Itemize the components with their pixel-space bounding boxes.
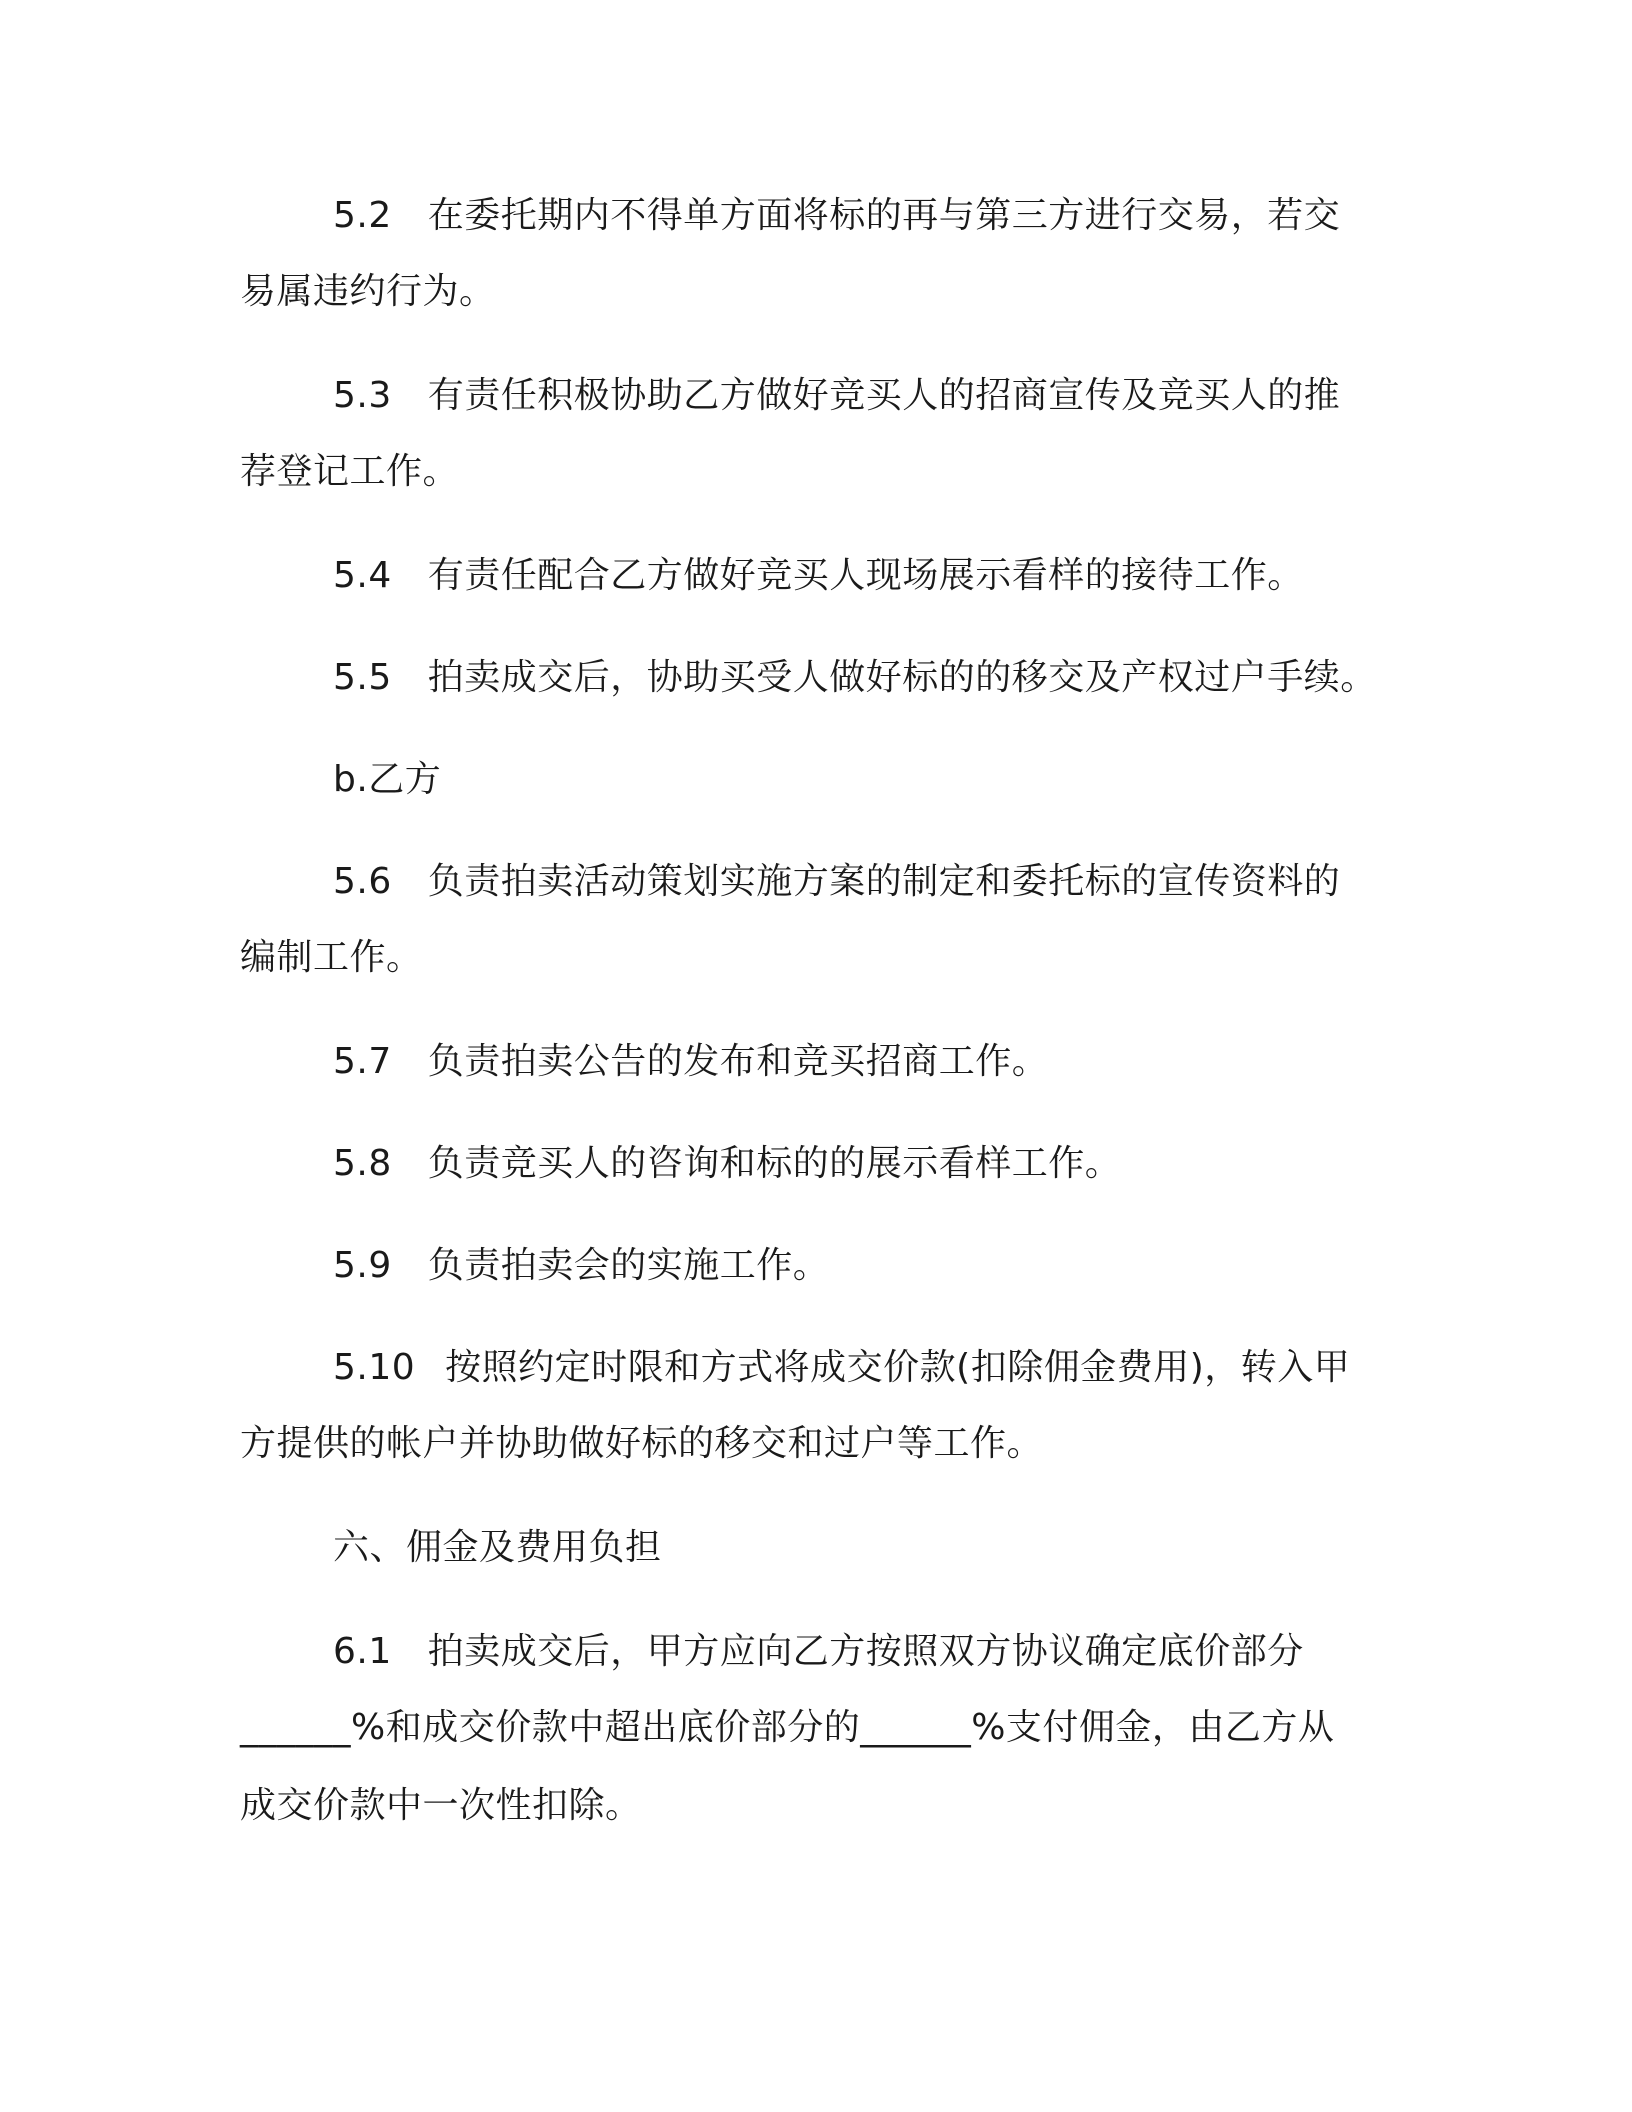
clause-number: 5.8	[333, 1143, 392, 1184]
clause-text: 按照约定时限和方式将成交价款(扣除佣金费用)，转入甲	[445, 1347, 1351, 1388]
clause-5-10-line-2: 方提供的帐户并协助做好标的移交和过户等工作。	[240, 1423, 1044, 1464]
clause-number: 5.6	[333, 861, 392, 902]
clause-text: 在委托期内不得单方面将标的再与第三方进行交易，若交	[427, 195, 1341, 236]
clause-text: 负责拍卖公告的发布和竞买招商工作。	[427, 1041, 1049, 1082]
clause-text: 拍卖成交后，甲方应向乙方按照双方协议确定底价部分	[427, 1631, 1304, 1672]
clause-number: 5.7	[333, 1041, 392, 1082]
clause-5-2-line-1	[333, 195, 1341, 236]
clause-5-3-line-1	[333, 375, 1341, 416]
clause-5-8	[333, 1143, 1122, 1184]
clause-5-2-line-2: 易属违约行为。	[240, 271, 496, 312]
clause-text: 有责任积极协助乙方做好竞买人的招商宣传及竞买人的推	[427, 375, 1341, 416]
clause-text: 负责竞买人的咨询和标的的展示看样工作。	[427, 1143, 1122, 1184]
clause-5-6-line-2: 编制工作。	[240, 937, 423, 978]
clause-text: 有责任配合乙方做好竞买人现场展示看样的接待工作。	[427, 555, 1304, 596]
clause-text: 负责拍卖会的实施工作。	[427, 1245, 830, 1286]
clause-5-6-line-1	[333, 861, 1341, 902]
clause-5-3-line-2: 荐登记工作。	[240, 451, 460, 492]
clause-number: 5.4	[333, 555, 392, 596]
clause-5-4	[333, 555, 1304, 596]
clause-6-1-line-3: 成交价款中一次性扣除。	[240, 1785, 642, 1826]
clause-number: 5.5	[333, 657, 392, 698]
section-6-heading: 六、佣金及费用负担	[333, 1527, 662, 1568]
clause-number: 6.1	[333, 1631, 392, 1672]
clause-5-10-line-1	[333, 1347, 1351, 1388]
clause-5-7	[333, 1041, 1049, 1082]
clause-text: 拍卖成交后，协助买受人做好标的的移交及产权过户手续。	[427, 657, 1377, 698]
clause-5-9	[333, 1245, 830, 1286]
clause-6-1-line-1	[333, 1631, 1304, 1672]
clause-number: 5.10	[333, 1347, 416, 1388]
clause-6-1-line-2: ______%和成交价款中超出底价部分的______%支付佣金，由乙方从	[240, 1707, 1335, 1748]
clause-number: 5.2	[333, 195, 392, 236]
clause-text: 负责拍卖活动策划实施方案的制定和委托标的宣传资料的	[427, 861, 1341, 902]
party-b-heading: b.乙方	[333, 759, 442, 800]
clause-number: 5.9	[333, 1245, 392, 1286]
clause-number: 5.3	[333, 375, 392, 416]
clause-5-5	[333, 657, 1377, 698]
